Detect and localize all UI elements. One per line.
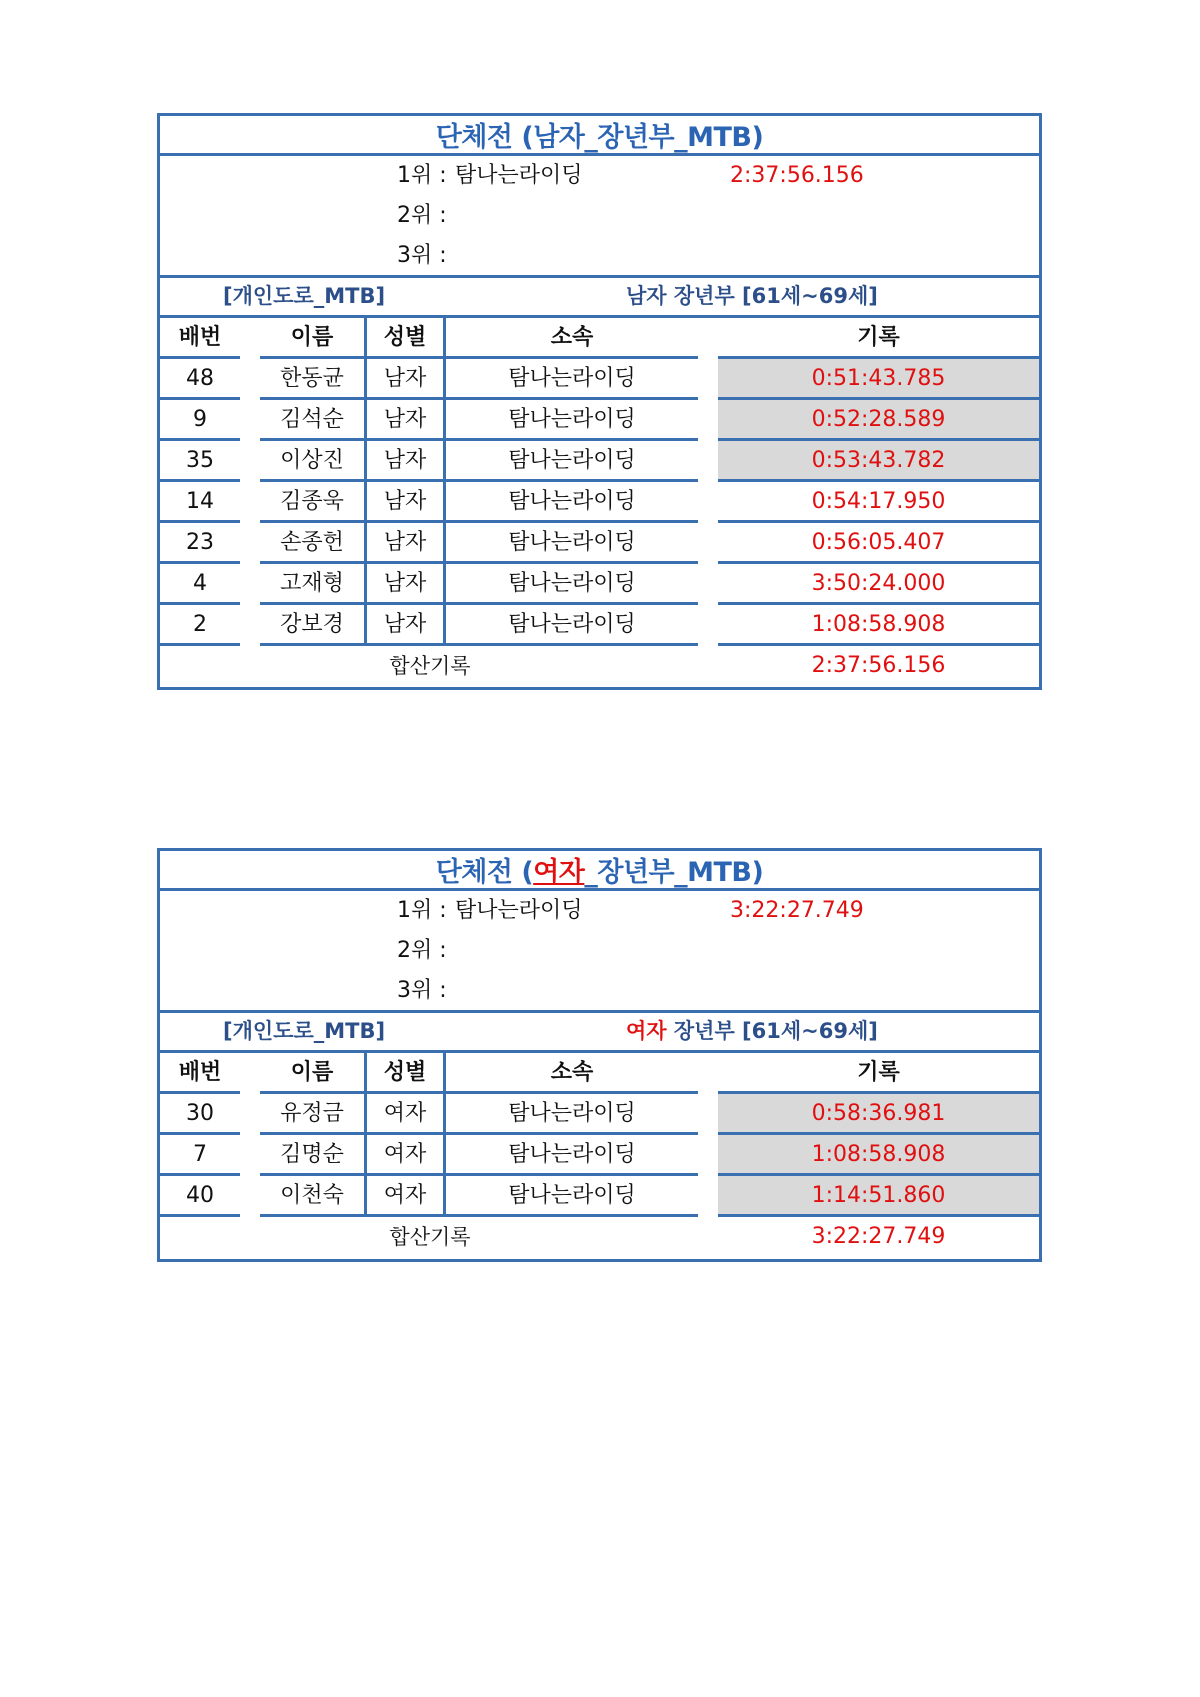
results-table bbox=[160, 1053, 1039, 1258]
record-cell: 0:52:28.589 bbox=[718, 400, 1039, 441]
bib-cell: 30 bbox=[160, 1094, 240, 1135]
gender-cell: 남자 bbox=[364, 441, 446, 482]
name-cell: 손종헌 bbox=[260, 523, 364, 564]
club-cell: 탐나는라이딩 bbox=[446, 605, 698, 646]
rank-place: 1위 : bbox=[397, 163, 447, 188]
title-gender: 남자 bbox=[533, 122, 585, 153]
name-cell: 김명순 bbox=[260, 1135, 364, 1176]
gender-cell: 남자 bbox=[364, 400, 446, 441]
title-gender: 여자 bbox=[533, 857, 585, 888]
rank-row-1 bbox=[397, 156, 583, 196]
rank-row-1 bbox=[397, 891, 583, 931]
title-suffix: _장년부_MTB) bbox=[584, 122, 764, 153]
women-team-results-panel bbox=[157, 848, 1042, 1262]
record-cell: 3:50:24.000 bbox=[718, 564, 1039, 605]
table-row bbox=[160, 359, 1039, 400]
header-gender: 성별 bbox=[364, 318, 446, 359]
club-cell: 탐나는라이딩 bbox=[446, 441, 698, 482]
rank-row-2 bbox=[397, 196, 455, 236]
name-cell: 이천숙 bbox=[260, 1176, 364, 1217]
bib-cell: 7 bbox=[160, 1135, 240, 1176]
header-name: 이름 bbox=[260, 1053, 364, 1094]
name-cell: 고재형 bbox=[260, 564, 364, 605]
name-cell: 김석순 bbox=[260, 400, 364, 441]
gender-cell: 남자 bbox=[364, 359, 446, 400]
rank-place: 2위 : bbox=[397, 203, 447, 228]
table-row bbox=[160, 1094, 1039, 1135]
header-club: 소속 bbox=[446, 318, 698, 359]
header-bib: 배번 bbox=[160, 1053, 240, 1094]
title-prefix: 단체전 ( bbox=[435, 857, 534, 888]
total-label: 합산기록 bbox=[389, 654, 471, 678]
name-cell: 유정금 bbox=[260, 1094, 364, 1135]
rank-row-3 bbox=[397, 971, 455, 1011]
header-gender: 성별 bbox=[364, 1053, 446, 1094]
gender-cell: 남자 bbox=[364, 523, 446, 564]
bib-cell: 48 bbox=[160, 359, 240, 400]
total-label: 합산기록 bbox=[389, 1225, 471, 1249]
club-cell: 탐나는라이딩 bbox=[446, 523, 698, 564]
header-record: 기록 bbox=[718, 1053, 1039, 1094]
rank-place: 1위 : bbox=[397, 898, 447, 923]
table-header-row bbox=[160, 1053, 1039, 1094]
division-gender: 여자 bbox=[626, 1019, 667, 1043]
total-time: 3:22:27.749 bbox=[811, 1224, 946, 1249]
title-suffix: _장년부_MTB) bbox=[584, 857, 764, 888]
gender-cell: 여자 bbox=[364, 1176, 446, 1217]
rank-time: 3:22:27.749 bbox=[730, 898, 864, 923]
name-cell: 이상진 bbox=[260, 441, 364, 482]
rank-team: 탐나는라이딩 bbox=[455, 898, 583, 923]
bib-cell: 4 bbox=[160, 564, 240, 605]
rank-place: 3위 : bbox=[397, 978, 447, 1003]
table-row bbox=[160, 605, 1039, 646]
bib-cell: 35 bbox=[160, 441, 240, 482]
panel-title bbox=[160, 116, 1039, 156]
table-row bbox=[160, 523, 1039, 564]
club-cell: 탐나는라이딩 bbox=[446, 1135, 698, 1176]
men-team-results-panel bbox=[157, 113, 1042, 690]
total-row bbox=[160, 1217, 1039, 1258]
gender-cell: 남자 bbox=[364, 564, 446, 605]
division-label bbox=[626, 1013, 878, 1050]
club-cell: 탐나는라이딩 bbox=[446, 400, 698, 441]
table-row bbox=[160, 1176, 1039, 1217]
header-bib: 배번 bbox=[160, 318, 240, 359]
rank-place: 3위 : bbox=[397, 243, 447, 268]
division-gender: 남자 bbox=[626, 284, 667, 308]
header-record: 기록 bbox=[718, 318, 1039, 359]
bib-cell: 2 bbox=[160, 605, 240, 646]
rank-row-3 bbox=[397, 236, 455, 276]
bib-cell: 40 bbox=[160, 1176, 240, 1217]
club-cell: 탐나는라이딩 bbox=[446, 359, 698, 400]
panel-title bbox=[160, 851, 1039, 891]
gender-cell: 남자 bbox=[364, 482, 446, 523]
results-table bbox=[160, 318, 1039, 687]
category-header bbox=[160, 1013, 1039, 1053]
header-name: 이름 bbox=[260, 318, 364, 359]
division-rest: 장년부 [61세~69세] bbox=[666, 1019, 878, 1043]
table-row bbox=[160, 564, 1039, 605]
club-cell: 탐나는라이딩 bbox=[446, 564, 698, 605]
record-cell: 0:53:43.782 bbox=[718, 441, 1039, 482]
name-cell: 강보경 bbox=[260, 605, 364, 646]
rank-place: 2위 : bbox=[397, 938, 447, 963]
record-cell: 1:08:58.908 bbox=[718, 1135, 1039, 1176]
title-prefix: 단체전 ( bbox=[435, 122, 534, 153]
table-row bbox=[160, 441, 1039, 482]
event-label: [개인도로_MTB] bbox=[223, 1019, 386, 1043]
rank-time: 2:37:56.156 bbox=[730, 163, 864, 188]
bib-cell: 23 bbox=[160, 523, 240, 564]
table-row bbox=[160, 482, 1039, 523]
table-header-row bbox=[160, 318, 1039, 359]
name-cell: 김종욱 bbox=[260, 482, 364, 523]
club-cell: 탐나는라이딩 bbox=[446, 1094, 698, 1135]
division-rest: 장년부 [61세~69세] bbox=[666, 284, 878, 308]
table-row bbox=[160, 400, 1039, 441]
event-label: [개인도로_MTB] bbox=[223, 284, 386, 308]
record-cell: 0:54:17.950 bbox=[718, 482, 1039, 523]
rank-row-2 bbox=[397, 931, 455, 971]
record-cell: 1:08:58.908 bbox=[718, 605, 1039, 646]
total-time: 2:37:56.156 bbox=[811, 653, 946, 678]
team-rankings bbox=[160, 891, 1039, 1013]
header-club: 소속 bbox=[446, 1053, 698, 1094]
record-cell: 0:51:43.785 bbox=[718, 359, 1039, 400]
gender-cell: 여자 bbox=[364, 1094, 446, 1135]
record-cell: 0:56:05.407 bbox=[718, 523, 1039, 564]
table-row bbox=[160, 1135, 1039, 1176]
total-row bbox=[160, 646, 1039, 687]
record-cell: 1:14:51.860 bbox=[718, 1176, 1039, 1217]
bib-cell: 14 bbox=[160, 482, 240, 523]
name-cell: 한동균 bbox=[260, 359, 364, 400]
record-cell: 0:58:36.981 bbox=[718, 1094, 1039, 1135]
division-label bbox=[626, 278, 878, 315]
category-header bbox=[160, 278, 1039, 318]
gender-cell: 여자 bbox=[364, 1135, 446, 1176]
rank-team: 탐나는라이딩 bbox=[455, 163, 583, 188]
club-cell: 탐나는라이딩 bbox=[446, 482, 698, 523]
team-rankings bbox=[160, 156, 1039, 278]
bib-cell: 9 bbox=[160, 400, 240, 441]
gender-cell: 남자 bbox=[364, 605, 446, 646]
club-cell: 탐나는라이딩 bbox=[446, 1176, 698, 1217]
